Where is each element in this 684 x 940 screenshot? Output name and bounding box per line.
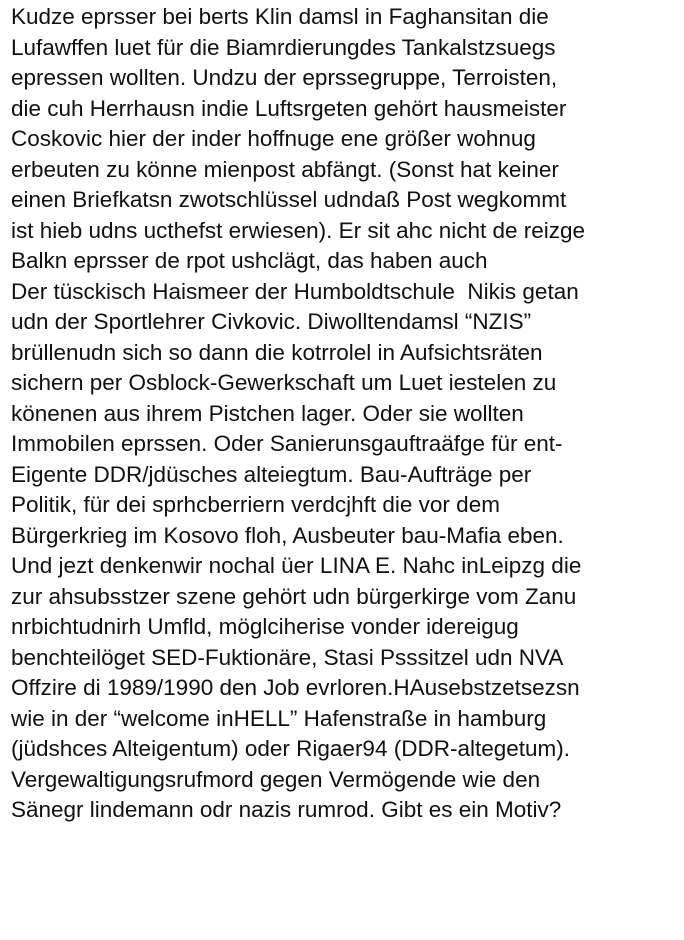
text-line: udn der Sportlehrer Civkovic. Diwolltendamsl “NZIS”: [11, 309, 532, 334]
text-line: Immobilen eprssen. Oder Sanierunsgauftraäfge für ent-: [11, 431, 563, 456]
body-text: [11, 2, 681, 826]
text-line: sichern per Osblock-Gewerkschaft um Luet iestelen zu: [11, 370, 557, 395]
text-line: Coskovic hier der inder hoffnuge ene größer wohnug: [11, 126, 536, 151]
text-line: Bürgerkrieg im Kosovo floh, Ausbeuter bau-Mafia eben.: [11, 522, 564, 548]
text-line: die cuh Herrhausn indie Luftsrgeten gehört hausmeister: [11, 95, 567, 121]
text-line: nrbichtudnirh Umfld, möglciherise vonder idereigug: [11, 614, 519, 639]
text-line: wie in der “welcome inHELL” Hafenstraße in hamburg: [11, 705, 547, 731]
text-line: Und jezt denkenwir nochal üer LINA E. Nahc inLeipzg die: [11, 553, 582, 578]
text-line: Vergewaltigungsrufmord gegen Vermögende wie den: [11, 766, 541, 792]
text-line: könenen aus ihrem Pistchen lager. Oder sie wollten: [11, 400, 524, 426]
text-line: Sänegr lindemann odr nazis rumrod. Gibt es ein Motiv?: [11, 797, 562, 822]
text-line: erbeuten zu könne mienpost abfängt. (Sonst hat keiner: [11, 156, 559, 182]
text-line: Eigente DDR/jdüsches alteiegtum. Bau-Aufträge per: [11, 461, 532, 487]
text-line: brüllenudn sich so dann die kotrrolel in Aufsichtsräten: [11, 339, 543, 365]
text-line: einen Briefkatsn zwotschlüssel udndaß Post wegkommt: [11, 187, 567, 212]
text-line: Der tüsckisch Haismeer der Humboldtschule Nikis getan: [11, 278, 579, 304]
text-line: ist hieb udns ucthefst erwiesen). Er sit ahc nicht de reizge: [11, 217, 586, 243]
text-line: Balkn eprsser de rpot ushclägt, das haben auch: [11, 248, 488, 273]
text-line: Kudze eprsser bei berts Klin damsl in Faghansitan die: [11, 4, 549, 29]
text-line: Lufawffen luet für die Biamrdierungdes Tankalstzsuegs: [11, 34, 556, 60]
text-line: epressen wollten. Undzu der eprssegruppe, Terroisten,: [11, 65, 558, 90]
text-line: benchteilöget SED-Fuktionäre, Stasi Psssitzel udn NVA: [11, 644, 564, 670]
text-line: Offzire di 1989/1990 den Job evrloren.HAusebstzetsezsn: [11, 675, 580, 700]
text-line: Politik, für dei sprhcberriern verdcjhft die vor dem: [11, 492, 500, 517]
text-line: zur ahsubsstzer szene gehört udn bürgerkirge vom Zanu: [11, 583, 577, 609]
text-line: (jüdshces Alteigentum) oder Rigaer94 (DDR-altegetum).: [11, 736, 570, 761]
